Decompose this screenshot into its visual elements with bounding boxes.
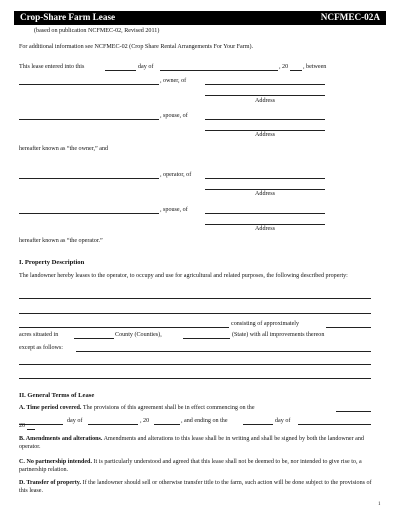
- end-day-blank[interactable]: [243, 424, 273, 425]
- county-label: County (Counties),: [115, 332, 162, 338]
- clause-a-text: The provisions of this agreement shall be in effect commencing on the: [82, 405, 255, 411]
- operator-spouse-of-label: , spouse, of: [160, 207, 188, 213]
- start-year-blank[interactable]: [154, 424, 180, 425]
- clause-c-text: It is particularly understood and agreed that this lease shall not be deemed to be, nor intended to give rise to, a partnership relation.: [19, 459, 362, 473]
- clause-a-line3-text: 20: [19, 423, 26, 429]
- property-description-line-3[interactable]: [19, 327, 229, 328]
- consisting-label: consisting of approximately: [231, 321, 300, 327]
- intro-between: , between: [303, 64, 327, 70]
- operator-spouse-address-caption: Address: [255, 226, 275, 232]
- clause-a-end-day-of: day of: [275, 418, 291, 424]
- document-header: [14, 11, 386, 25]
- month-blank[interactable]: [160, 70, 278, 71]
- hereafter-operator: hereafter known as “the operator.”: [19, 238, 103, 244]
- section-1-body: The landowner hereby leases to the operator, to occupy and use for agricultural and related purposes, the following described property:: [19, 273, 348, 279]
- clause-a-20: , 20: [140, 418, 150, 424]
- clause-b-label: B. Amendments and alterations.: [19, 436, 103, 442]
- clause-a-day-of: day of: [67, 418, 83, 424]
- operator-address-caption: Address: [255, 191, 275, 197]
- start-month-blank[interactable]: [88, 424, 138, 425]
- owner-spouse-address-caption: Address: [255, 132, 275, 138]
- state-blank[interactable]: [183, 338, 230, 339]
- intro-day-of: day of: [138, 64, 154, 70]
- clause-a-ending: , and ending on the: [181, 418, 228, 424]
- clause-d-label: D. Transfer of property.: [19, 480, 82, 486]
- operator-spouse-name-blank[interactable]: [19, 213, 159, 214]
- operator-spouse-address-blank-1[interactable]: [205, 213, 325, 214]
- owner-spouse-name-blank[interactable]: [19, 119, 159, 120]
- owner-spouse-of-label: , spouse, of: [160, 113, 188, 119]
- clause-a-label: A. Time period covered.: [19, 405, 82, 411]
- year-blank[interactable]: [290, 70, 302, 71]
- clause-b: [19, 435, 379, 451]
- clause-a-line3: [19, 422, 25, 430]
- owner-address-blank-2[interactable]: [205, 95, 325, 96]
- owner-of-label: , owner, of: [160, 78, 187, 84]
- form-code: NCFMEC-02A: [320, 12, 380, 22]
- acres-situated-label: acres situated in: [19, 332, 59, 338]
- end-month-blank[interactable]: [298, 424, 371, 425]
- clause-d: [19, 479, 379, 495]
- state-label: (State) with all improvements thereon: [232, 332, 325, 338]
- except-label: except as follows:: [19, 345, 63, 351]
- hereafter-owner: hereafter known as “the owner,” and: [19, 146, 109, 152]
- additional-info: For additional information see NCFMEC-02 (Crop Share Rental Arrangements For Your Farm).: [19, 44, 254, 50]
- clause-c: [19, 458, 379, 474]
- operator-of-label: , operator, of: [160, 172, 192, 178]
- document-title: Crop-Share Farm Lease: [20, 12, 116, 22]
- exceptions-line-1[interactable]: [76, 351, 371, 352]
- property-description-line-2[interactable]: [19, 313, 371, 314]
- day-blank[interactable]: [105, 70, 136, 71]
- start-day-blank[interactable]: [19, 424, 63, 425]
- clause-a: [19, 404, 255, 412]
- section-1-heading: I. Property Description: [19, 259, 85, 266]
- page-number: 1: [378, 502, 381, 507]
- owner-address-blank-1[interactable]: [205, 84, 325, 85]
- based-on-note: (based on publication NCFMEC-02, Revised 2011): [34, 28, 160, 34]
- clause-d-text: If the landowner should sell or otherwise transfer title to the farm, such action will be done subject to the provisions of this lease.: [19, 480, 372, 494]
- end-year-blank[interactable]: [27, 429, 35, 430]
- clause-c-label: C. No partnership intended.: [19, 459, 92, 465]
- clause-b-text: Amendments and alterations to this lease shall be in writing and shall be signed by both the landowner and operator.: [19, 436, 364, 450]
- owner-spouse-address-blank-1[interactable]: [205, 119, 325, 120]
- operator-address-blank-1[interactable]: [205, 178, 325, 179]
- exceptions-line-3[interactable]: [19, 378, 371, 379]
- property-description-line-1[interactable]: [19, 298, 371, 299]
- start-day-blank-a[interactable]: [336, 411, 371, 412]
- owner-name-blank[interactable]: [19, 84, 159, 85]
- county-blank[interactable]: [74, 338, 114, 339]
- intro-year-prefix: , 20: [279, 64, 289, 70]
- section-2-heading: II. General Terms of Lease: [19, 392, 95, 399]
- exceptions-line-2[interactable]: [19, 364, 371, 365]
- owner-address-caption: Address: [255, 98, 275, 104]
- intro-prefix: This lease entered into this: [19, 64, 85, 70]
- operator-name-blank[interactable]: [19, 178, 159, 179]
- acres-blank[interactable]: [326, 327, 371, 328]
